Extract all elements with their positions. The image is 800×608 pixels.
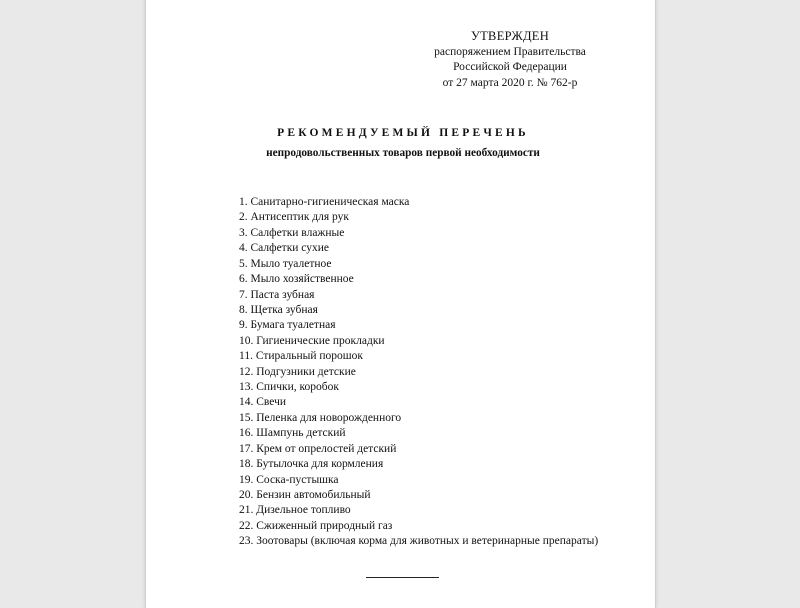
list-item: 12. Подгузники детские — [239, 365, 356, 378]
approval-line-1: распоряжением Правительства — [434, 45, 586, 58]
list-item: 20. Бензин автомобильный — [239, 489, 371, 502]
list-item: 2. Антисептик для рук — [239, 211, 349, 224]
list-item: 15. Пеленка для новорожденного — [239, 411, 402, 424]
list-item: 9. Бумага туалетная — [239, 319, 336, 332]
list-item: 10. Гигиенические прокладки — [239, 334, 385, 347]
list-item: 19. Соска-пустышка — [239, 473, 339, 486]
list-item: 16. Шампунь детский — [239, 427, 346, 440]
approval-block — [418, 29, 602, 91]
list-item: 6. Мыло хозяйственное — [239, 273, 354, 286]
list-item: 13. Спички, коробок — [239, 381, 339, 394]
list-item: 22. Сжиженный природный газ — [239, 519, 393, 532]
document-subtitle: непродовольственных товаров первой необходимости — [266, 147, 540, 159]
document-title: РЕКОМЕНДУЕМЫЙ ПЕРЕЧЕНЬ — [277, 127, 529, 139]
list-item: 21. Дизельное топливо — [239, 504, 351, 517]
list-item: 8. Щетка зубная — [239, 303, 318, 316]
list-item: 7. Паста зубная — [239, 288, 315, 301]
list-item: 1. Санитарно-гигиеническая маска — [239, 196, 410, 208]
items-list — [239, 195, 598, 550]
list-item: 4. Салфетки сухие — [239, 242, 330, 255]
list-item: 3. Салфетки влажные — [239, 226, 345, 239]
list-item: 17. Крем от опрелостей детский — [239, 442, 397, 455]
list-item: 5. Мыло туалетное — [239, 257, 332, 270]
approval-heading: УТВЕРЖДЕН — [470, 29, 550, 43]
end-divider — [366, 577, 439, 578]
approval-line-3: от 27 марта 2020 г. № 762-р — [442, 76, 578, 89]
list-item: 11. Стиральный порошок — [239, 350, 363, 363]
list-item: 18. Бутылочка для кормления — [239, 458, 384, 471]
list-item: 14. Свечи — [239, 396, 287, 409]
approval-line-2: Российской Федерации — [453, 61, 567, 73]
list-item: 23. Зоотовары (включая корма для животных и ветеринарные препараты) — [239, 535, 599, 548]
